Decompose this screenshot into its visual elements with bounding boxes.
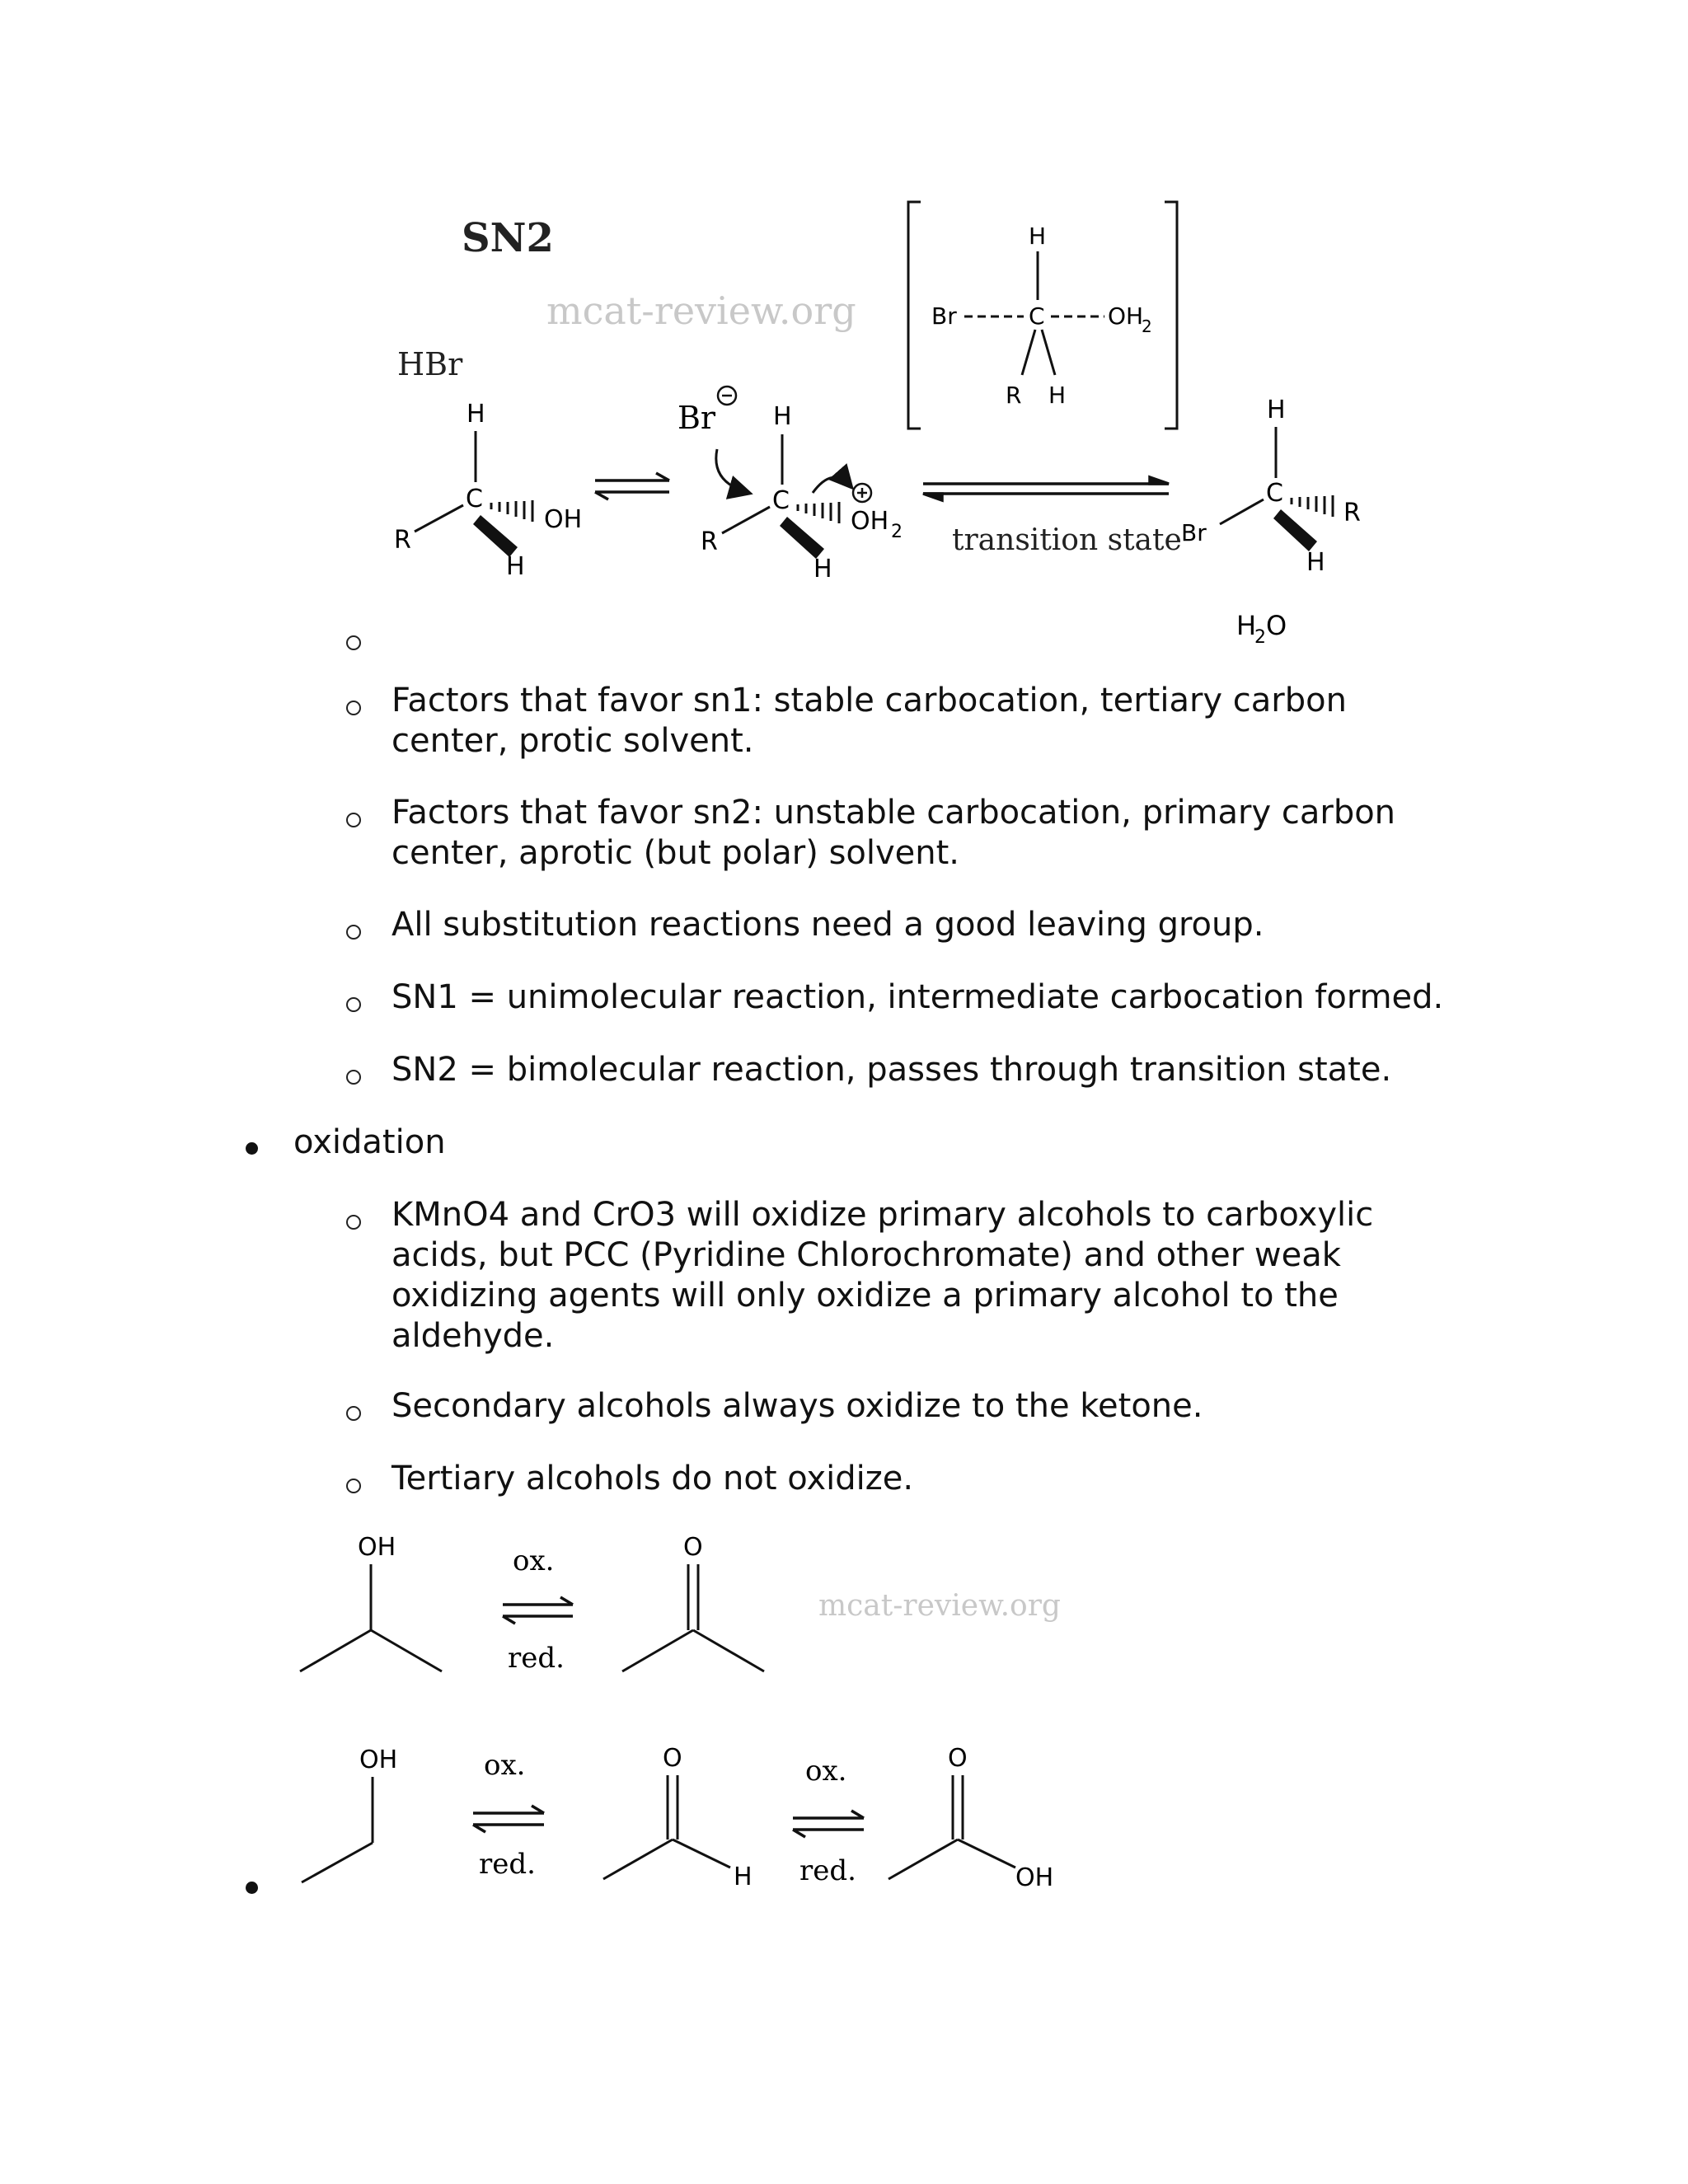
sn2-mechanism-figure (0, 0, 1688, 676)
sub-bullet-marker (346, 813, 361, 827)
sub-bullet-marker (346, 1215, 361, 1230)
sub-bullet-marker (346, 997, 361, 1012)
list-item: KMnO4 and CrO3 will oxidize primary alcohols to carboxylic acids, but PCC (Pyridine Chlorochromate) and other weak oxidizing agents will only oxidize a primary alcohol to the aldehyde. (392, 1196, 1374, 1355)
svg-text:O: O (948, 1744, 968, 1773)
svg-text:O: O (663, 1744, 682, 1773)
equilibrium-arrow-ox-1 (503, 1597, 573, 1624)
svg-text:OH: OH (359, 1746, 398, 1774)
atom-h-top: H (467, 400, 485, 429)
atom-oh2: OH (851, 507, 889, 536)
list-item: SN1 = unimolecular reaction, intermediate carbocation formed. (392, 978, 1444, 1016)
atom-h-bottom: H (506, 552, 525, 581)
water-sub: 2 (1254, 627, 1266, 648)
svg-text:C: C (1029, 302, 1045, 330)
svg-text:OH: OH (1015, 1863, 1054, 1892)
reagent-label: HBr (397, 346, 463, 382)
oxidation-watermark: mcat-review.org (818, 1589, 1061, 1623)
red-label: red. (508, 1642, 565, 1675)
svg-text:H: H (1267, 396, 1286, 424)
bullet-marker (246, 1882, 258, 1894)
list-item: Tertiary alcohols do not oxidize. (392, 1460, 914, 1497)
equilibrium-arrow-2 (923, 477, 1169, 500)
svg-text:H: H (1306, 548, 1325, 577)
svg-text:H: H (1048, 382, 1067, 409)
ketone-molecule (622, 1533, 764, 1671)
oxidation-heading: oxidation (293, 1123, 446, 1161)
equilibrium-arrow-ox-2 (473, 1806, 544, 1832)
list-item: All substitution reactions need a good leaving group. (392, 906, 1264, 944)
svg-text:Br: Br (1181, 519, 1207, 546)
sub-bullet-marker (346, 1479, 361, 1493)
svg-text:H: H (734, 1863, 753, 1891)
aldehyde-molecule (603, 1744, 753, 1891)
atom-br-nucleophile: Br (678, 400, 716, 436)
product-molecule (1181, 396, 1361, 577)
svg-text:O: O (683, 1533, 703, 1562)
oxidation-figure (0, 1516, 1688, 1929)
svg-text:C: C (772, 486, 790, 515)
ox-label: ox. (805, 1755, 847, 1788)
list-item: Factors that favor sn1: stable carbocation, tertiary carbon center, protic solvent. (392, 682, 1347, 760)
sub-bullet-marker (346, 1070, 361, 1085)
transition-state-bracket (908, 202, 1177, 429)
list-item: Secondary alcohols always oxidize to the ketone. (392, 1387, 1203, 1425)
bullet-marker (246, 1142, 258, 1155)
secondary-alcohol-molecule (300, 1533, 442, 1671)
red-label: red. (799, 1854, 856, 1887)
sub-bullet-marker (346, 635, 361, 650)
svg-text:OH: OH (1108, 302, 1144, 330)
red-label: red. (479, 1848, 536, 1881)
svg-text:R: R (1343, 499, 1361, 527)
list-item: Factors that favor sn2: unstable carbocation, primary carbon center, aprotic (but polar) solvent. (392, 794, 1396, 872)
protonated-molecule (678, 387, 903, 583)
carboxylic-acid-molecule (889, 1744, 1053, 1892)
primary-alcohol-molecule (302, 1746, 397, 1882)
transition-state-label: transition state (952, 523, 1182, 557)
water-o: O (1266, 610, 1287, 641)
ox-label: ox. (513, 1544, 555, 1577)
atom-oh: OH (544, 505, 583, 534)
curved-arrow-icon (716, 449, 748, 493)
sn2-title: SN2 (462, 215, 554, 261)
ox-label: ox. (484, 1749, 526, 1782)
svg-text:C: C (1266, 479, 1283, 508)
equilibrium-arrow-ox-3 (793, 1811, 864, 1837)
svg-text:H: H (773, 402, 792, 431)
water-h: H (1236, 610, 1257, 641)
equilibrium-arrow-1 (595, 473, 669, 499)
svg-text:R: R (1006, 382, 1022, 409)
atom-c: C (466, 485, 483, 513)
alcohol-molecule (394, 400, 582, 581)
sub-bullet-marker (346, 925, 361, 940)
svg-text:R: R (701, 527, 718, 556)
svg-text:2: 2 (1142, 316, 1152, 336)
sub-bullet-marker (346, 701, 361, 715)
atom-r: R (394, 526, 411, 555)
svg-text:Br: Br (931, 302, 957, 330)
svg-text:H: H (814, 555, 832, 583)
svg-text:OH: OH (358, 1533, 396, 1562)
sub-bullet-marker (346, 1406, 361, 1421)
svg-text:H: H (1029, 223, 1047, 250)
sn2-watermark: mcat-review.org (546, 288, 856, 333)
svg-text:2: 2 (891, 522, 903, 542)
list-item: SN2 = bimolecular reaction, passes through transition state. (392, 1051, 1392, 1089)
